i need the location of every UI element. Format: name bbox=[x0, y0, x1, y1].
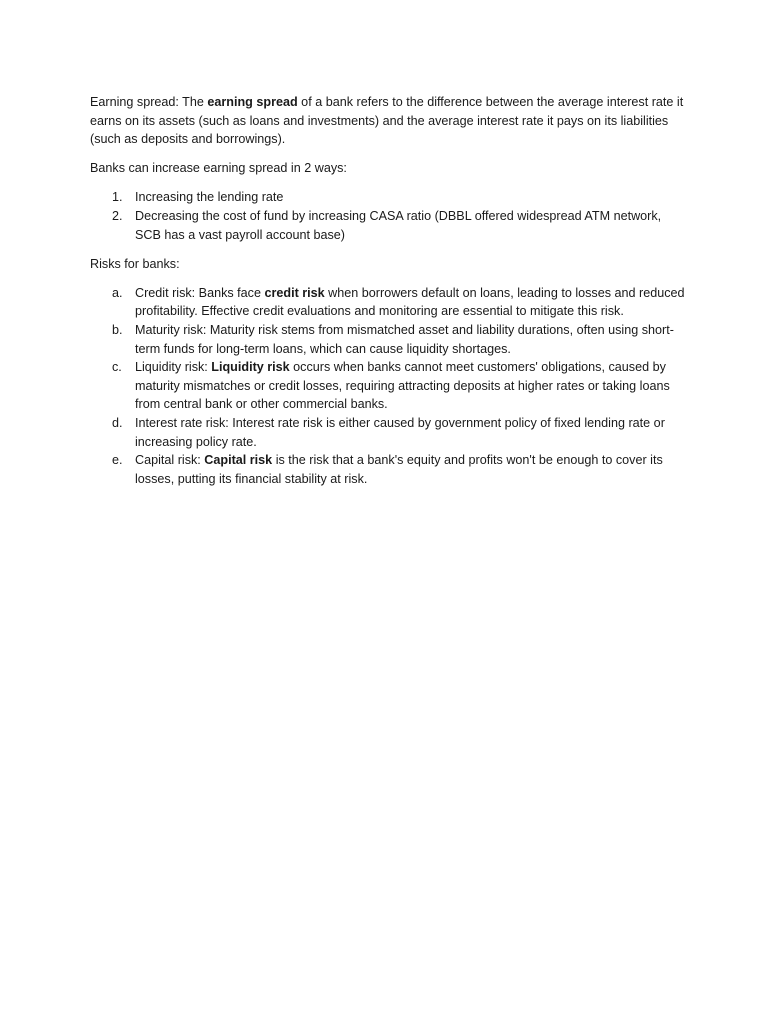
list-item bbox=[90, 284, 690, 321]
ways-heading: Banks can increase earning spread in 2 ways: bbox=[90, 161, 347, 176]
list-item bbox=[90, 321, 690, 358]
list-marker: c. bbox=[112, 360, 122, 375]
list-marker: 2. bbox=[112, 208, 123, 223]
risk-lead: Maturity risk: Maturity risk stems from mismatched asset and liability durations, often using short-term funds for long-term loans, which can cause liquidity shortages. bbox=[135, 322, 674, 356]
risks-heading: Risks for banks: bbox=[90, 256, 180, 271]
risks-list bbox=[90, 284, 690, 489]
risk-bold-term: Liquidity risk bbox=[211, 360, 290, 375]
intro-rest: of a bank refers to the difference between the average interest rate it earns on its assets (such as loans and investments) and the average interest rate it pays on its liabilities (such as deposits and borrowings). bbox=[90, 95, 684, 147]
list-item-text: Decreasing the cost of fund by increasing CASA ratio (DBBL offered widespread ATM network, SCB has a vast payroll account base) bbox=[135, 208, 662, 242]
risk-rest: when borrowers default on loans, leading to losses and reduced profitability. Effective credit evaluations and monitoring are essential to mitigate this risk. bbox=[135, 285, 685, 319]
list-item bbox=[90, 414, 690, 451]
risk-lead: Capital risk: bbox=[135, 453, 205, 468]
document-body bbox=[90, 93, 690, 499]
list-item bbox=[90, 358, 690, 414]
list-marker: d. bbox=[112, 415, 123, 430]
list-item bbox=[90, 207, 690, 244]
risk-rest: is the risk that a bank's equity and profits won't be enough to cover its losses, putting its financial stability at risk. bbox=[135, 453, 663, 486]
list-marker: 1. bbox=[112, 190, 123, 205]
list-marker: b. bbox=[112, 322, 123, 337]
ways-list bbox=[90, 188, 690, 244]
risk-lead: Liquidity risk: bbox=[135, 360, 212, 375]
risk-lead: Credit risk: Banks face bbox=[135, 285, 265, 300]
list-item bbox=[90, 188, 690, 207]
risk-bold-term: credit risk bbox=[264, 285, 325, 300]
intro-lead: Earning spread: The bbox=[90, 95, 208, 109]
risk-lead: Interest rate risk: Interest rate risk is either caused by government policy of fixed lending rate or increasing policy rate. bbox=[135, 415, 665, 449]
list-item bbox=[90, 451, 690, 488]
list-marker: e. bbox=[112, 453, 123, 468]
risk-bold-term: Capital risk bbox=[204, 453, 273, 468]
list-marker: a. bbox=[112, 285, 123, 300]
intro-bold-term: earning spread bbox=[207, 95, 298, 109]
risk-rest: occurs when banks cannot meet customers' obligations, caused by maturity mismatches or credit losses, requiring attracting deposits at higher rates or taking loans from central bank or other commercial banks. bbox=[135, 360, 670, 412]
list-item-text: Increasing the lending rate bbox=[135, 190, 284, 205]
intro-paragraph bbox=[90, 93, 690, 149]
